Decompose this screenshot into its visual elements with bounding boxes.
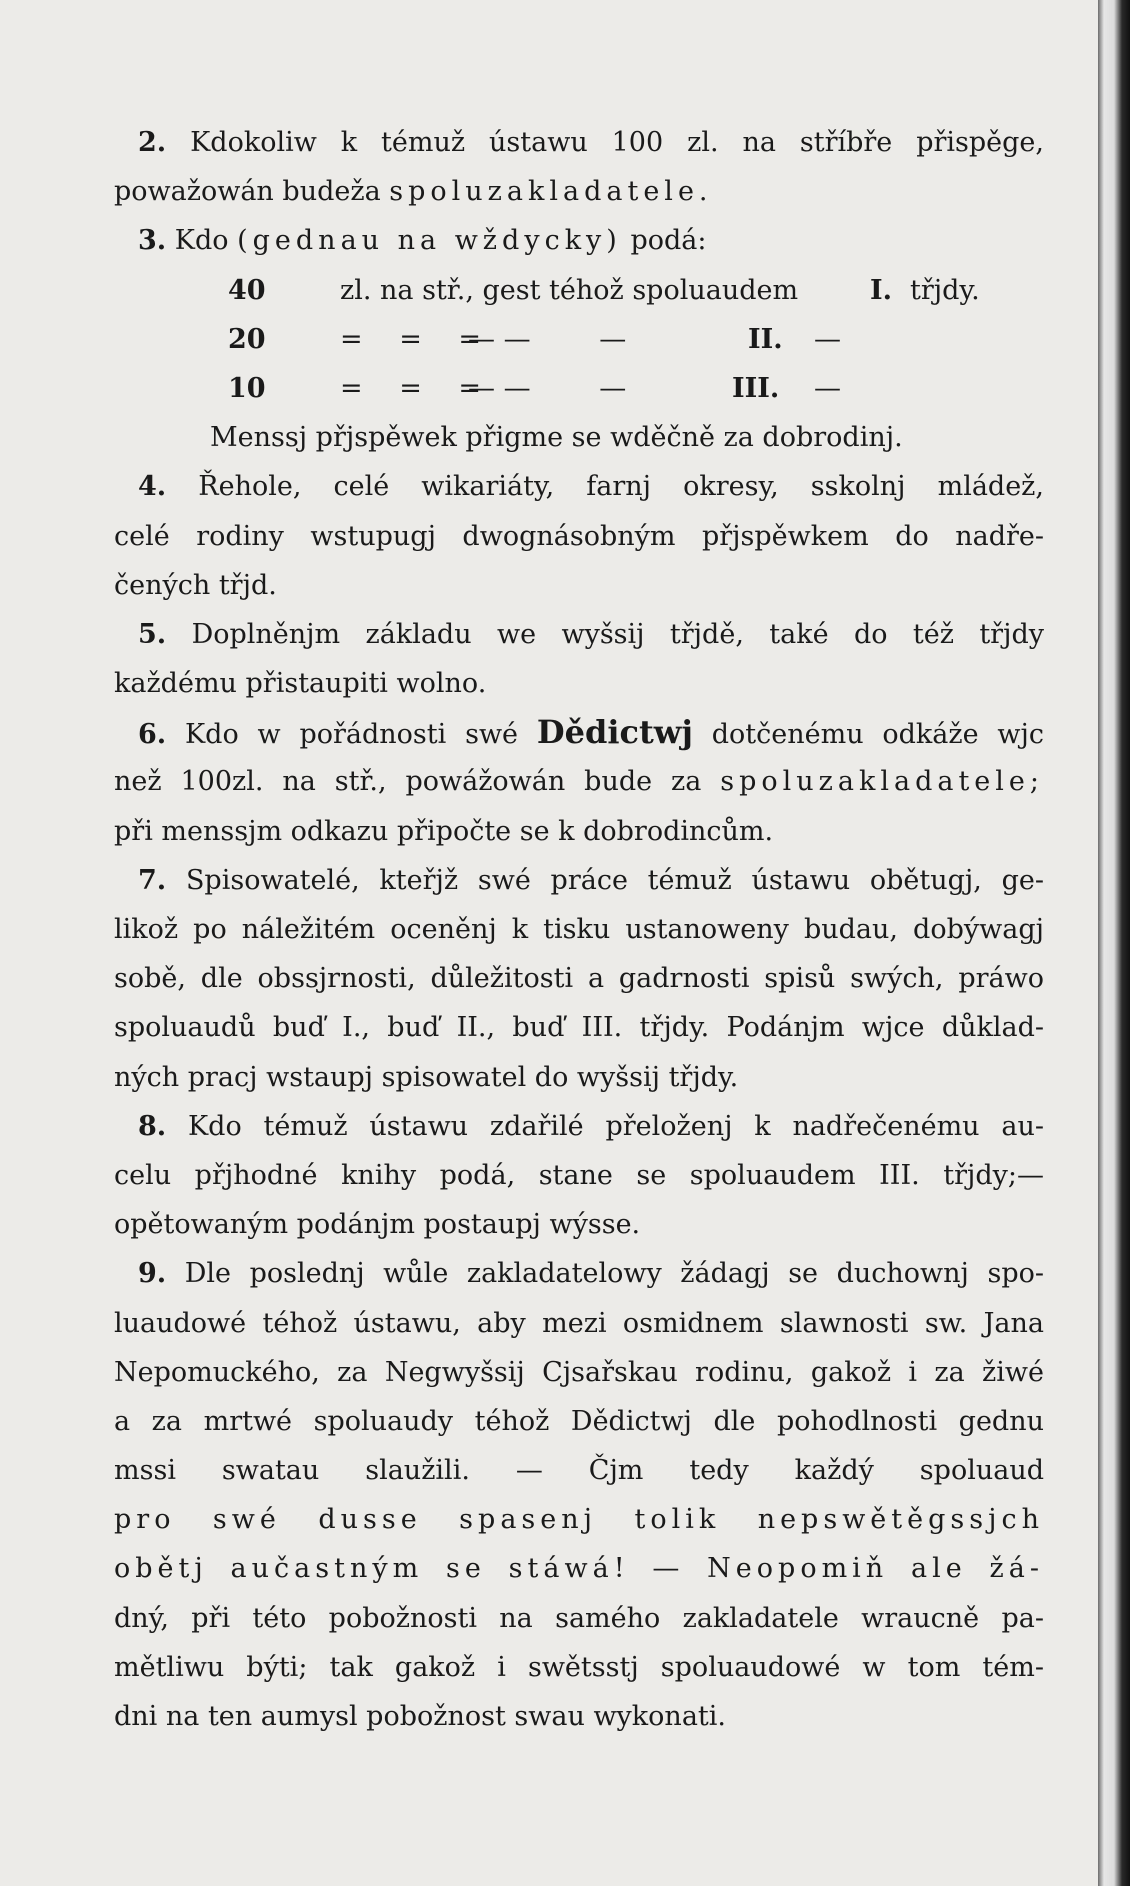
item-number: 8. [138, 1110, 167, 1142]
item-text: podá: [630, 225, 707, 257]
spaced-text: obětj aučastným se stáwá! — Neopomiň ale žá- [114, 1553, 1044, 1585]
item-number: 3. [138, 225, 167, 257]
item-7-line-5 [114, 1053, 1044, 1102]
item-7-line-3 [114, 954, 1044, 1003]
item-text: mětliwu býti; tak gakož i swětsstj spoluaudowé w tom tém- [114, 1651, 1044, 1683]
item-8-line-3 [114, 1200, 1044, 1249]
item-number: 5. [138, 618, 167, 650]
item-2-line-2 [114, 167, 1044, 216]
spaced-term: spoluzakladatele. [389, 176, 713, 208]
item-text: likož po náležitém oceněnj k tisku ustanoweny budau, dobýwagj [114, 914, 1044, 945]
item-number: 7. [138, 864, 167, 896]
page-body [114, 118, 1044, 1741]
spaced-term: (gednau na wždycky) [237, 225, 622, 257]
item-9-line-5 [114, 1446, 1044, 1495]
item-9-line-1 [138, 1249, 1044, 1298]
item-number: 9. [138, 1258, 167, 1290]
amount: 20 [228, 323, 266, 355]
class-label: III. [732, 372, 780, 404]
item-2-line-1 [138, 118, 1044, 167]
item-5-line-1 [138, 610, 1044, 659]
amount: 40 [228, 274, 266, 306]
item-text: opětowaným podánjm postaupj wýsse. [114, 1209, 641, 1241]
item-text: a za mrtwé spoluaudy téhož Dědictwj dle pohodlnosti gednu [114, 1405, 1044, 1437]
item-text: Kdo [174, 225, 229, 257]
item-text: dný, při této pobožnosti na samého zakladatele wraucně pa- [114, 1602, 1044, 1634]
item-9-line-7 [114, 1544, 1044, 1593]
item-text: Kdo témuž ústawu zdařilé přeloženj k nadřečenému au- [188, 1110, 1044, 1142]
item-text: Řehole, celé wikariáty, farnj okresy, sskolnj mládež, [198, 471, 1044, 503]
item-9-line-9 [114, 1643, 1044, 1692]
ditto-marks: = = = [340, 323, 496, 355]
item-text: čených třjd. [114, 569, 277, 601]
item-text: ných pracj wstaupj spisowatel do wyšsij třjdy. [114, 1061, 739, 1093]
row-tail: — [814, 323, 841, 355]
item-7-line-4 [114, 1003, 1044, 1052]
row-tail: — [814, 372, 841, 404]
item-9-line-8 [114, 1594, 1044, 1643]
row-tail: třjdy. [910, 274, 980, 306]
item-9-line-3 [114, 1348, 1044, 1397]
item-text: Doplněnjm základu we wyšsij třjdě, také do též třjdy [191, 618, 1044, 650]
contribution-row [138, 266, 1044, 315]
amount: 10 [228, 372, 266, 404]
item-text: Kdo w pořádnosti swé [185, 719, 519, 751]
class-label: I. [870, 274, 893, 306]
item-8-line-1 [138, 1102, 1044, 1151]
item-4-line-2 [114, 512, 1044, 561]
item-text: než 100zl. na stř., powážowán bude za [114, 766, 702, 798]
item-text: při menssjm odkazu připočte se k dobrodincům. [114, 815, 774, 847]
item-7-line-1 [138, 856, 1044, 905]
item-text: Kdokoliw k témuž ústawu 100 zl. na stříbře přispěge, [190, 127, 1044, 158]
item-text: Menssj přjspěwek přigme se wděčně za dobrodinj. [210, 422, 903, 454]
spaced-term: spoluzakladatele; [720, 766, 1044, 798]
item-6-line-3 [114, 807, 1044, 856]
dashes: — — — [468, 372, 627, 404]
item-text: mssi swatau slaužili. — Čjm tedy každý spoluaud [114, 1455, 1044, 1487]
item-9-line-10 [114, 1692, 1044, 1741]
book-edge [1098, 0, 1130, 1886]
contribution-row [138, 364, 1044, 413]
item-text: Dle poslednj wůle zakladatelowy žádagj se duchownj spo- [184, 1258, 1044, 1290]
item-3-line-1 [138, 216, 1044, 265]
item-text: luaudowé téhož ústawu, aby mezi osmidnem slawnosti sw. Jana [114, 1307, 1044, 1339]
item-text: každému přistaupiti wolno. [114, 668, 487, 700]
item-6-line-1 [138, 708, 1044, 757]
item-text: dotčenému odkáže wjc [711, 719, 1044, 751]
item-text: sobě, dle obssjrnosti, důležitosti a gadrnosti spisů swých, práwo [114, 963, 1044, 995]
item-5-line-2 [114, 659, 1044, 708]
contribution-row [138, 315, 1044, 364]
item-number: 4. [138, 471, 167, 503]
item-text: spoluaudů buď I., buď II., buď III. třjdy. Podánjm wjce důklad- [114, 1012, 1044, 1044]
item-4-line-1 [138, 462, 1044, 511]
item-number: 6. [138, 719, 167, 751]
item-7-line-2 [114, 905, 1044, 954]
item-3-note [138, 413, 1044, 462]
item-8-line-2 [114, 1151, 1044, 1200]
item-number: 2. [138, 127, 167, 158]
item-text: Spisowatelé, kteřjž swé práce témuž ústawu obětugj, ge- [185, 864, 1044, 896]
item-text: dni na ten aumysl pobožnost swau wykonati. [114, 1701, 726, 1732]
dashes: — — — [468, 323, 627, 355]
item-text: celu přjhodné knihy podá, stane se spoluaudem III. třjdy;— [114, 1159, 1044, 1191]
item-9-line-4 [114, 1397, 1044, 1446]
item-text: Nepomuckého, za Negwyšsij Cjsařskau rodinu, gakož i za žiwé [114, 1356, 1044, 1388]
item-text: powažowán budeža [114, 176, 381, 208]
item-6-line-2 [114, 757, 1044, 806]
item-9-line-6 [114, 1495, 1044, 1544]
spaced-text: pro swé dusse spasenj tolik nepswětěgssjch [114, 1504, 1044, 1536]
dedictwi-title: Dědictwj [536, 713, 693, 752]
item-9-line-2 [114, 1299, 1044, 1348]
row-text: zl. na stř., gest téhož spoluaudem [340, 274, 799, 306]
item-text: celé rodiny wstupugj dwognásobným přjspěwkem do nadře- [114, 520, 1044, 552]
item-4-line-3 [114, 561, 1044, 610]
class-label: II. [748, 323, 783, 355]
ditto-marks: = = = [340, 372, 496, 404]
